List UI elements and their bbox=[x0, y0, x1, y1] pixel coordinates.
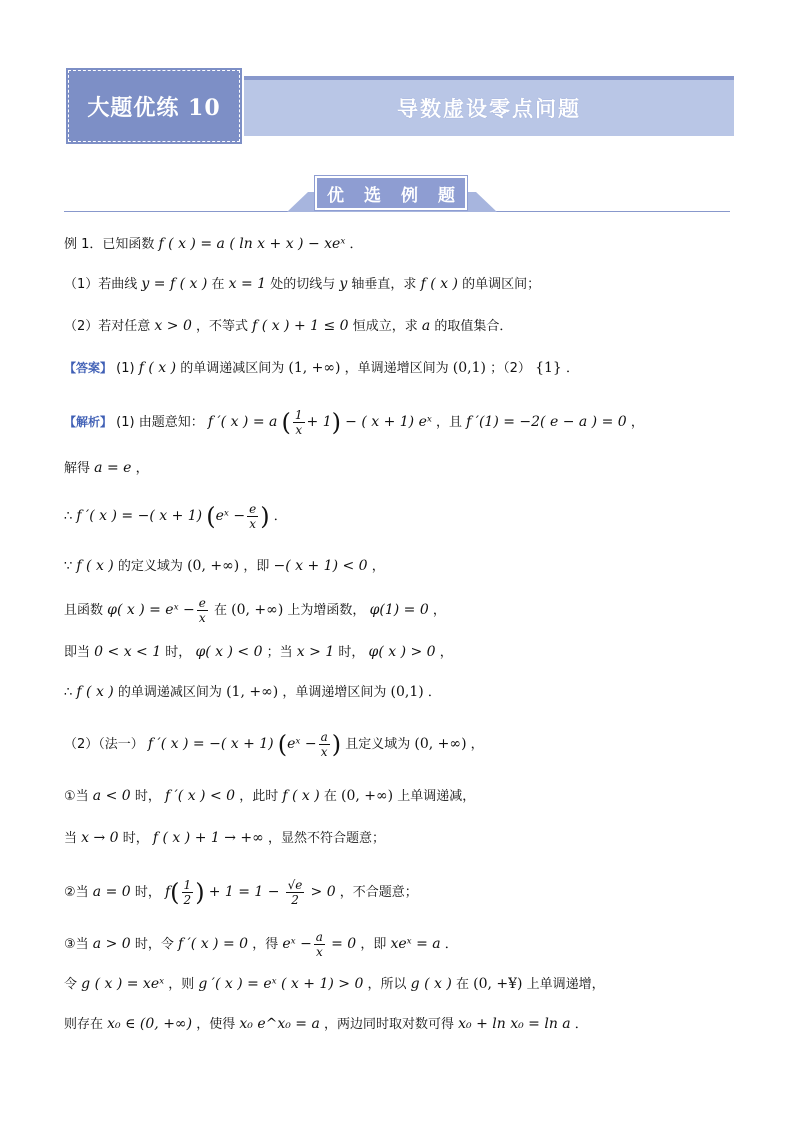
text: ， bbox=[371, 559, 385, 574]
formula: f ′( x ) = a bbox=[207, 414, 278, 430]
text: ，所以 bbox=[367, 977, 407, 992]
text: ①当 bbox=[64, 789, 89, 804]
denominator: x bbox=[295, 423, 303, 437]
text: 且定义域为 bbox=[345, 737, 411, 752]
fraction bbox=[247, 502, 258, 531]
text: 且函数 bbox=[64, 603, 104, 618]
section-char: 题 bbox=[438, 185, 455, 206]
text: 处的切线与 bbox=[270, 277, 336, 292]
formula: x = 1 bbox=[228, 276, 267, 292]
text: ， bbox=[432, 603, 446, 618]
text: 的单调区间； bbox=[462, 277, 541, 292]
fraction bbox=[197, 596, 208, 625]
solution-line-5 bbox=[64, 596, 446, 625]
solution-line-14 bbox=[64, 1014, 588, 1035]
formula: (0, +∞) bbox=[414, 736, 467, 752]
paren: ( bbox=[170, 878, 180, 907]
formula: xeˣ = a bbox=[390, 936, 441, 952]
formula: φ( x ) = eˣ − bbox=[107, 602, 195, 618]
question-1 bbox=[64, 274, 540, 295]
formula: f ( x ) bbox=[420, 276, 458, 292]
formula: f ( x ) + 1 ≤ 0 bbox=[252, 318, 349, 334]
formula: x > 1 bbox=[296, 644, 335, 660]
answer-line bbox=[64, 358, 579, 379]
text: ②当 bbox=[64, 885, 89, 900]
formula: − ( x + 1) eˣ bbox=[345, 414, 432, 430]
text: （2）（法一） bbox=[64, 737, 144, 752]
text: 上为增函数， bbox=[287, 603, 366, 618]
formula: f ′(1) = −2( e − a ) = 0 bbox=[466, 414, 627, 430]
formula: (0, +∞) bbox=[231, 602, 284, 618]
paren: ) bbox=[331, 408, 341, 437]
formula: y bbox=[339, 276, 348, 292]
text: ，单调递增区间为 bbox=[344, 361, 449, 376]
formula: y = f ( x ) bbox=[141, 276, 208, 292]
text: ，不合题意； bbox=[339, 885, 418, 900]
text: ，单调递增区间为 bbox=[282, 685, 387, 700]
section-char: 选 bbox=[364, 185, 381, 206]
solution-line-13 bbox=[64, 974, 605, 995]
text: ，且 bbox=[435, 415, 462, 430]
text: ∴ bbox=[64, 685, 73, 700]
formula: x₀ + ln x₀ = ln a bbox=[458, 1016, 571, 1032]
formula: a > 0 bbox=[92, 936, 131, 952]
numerator: a bbox=[320, 730, 328, 744]
paren: ( bbox=[281, 408, 291, 437]
answer-tag: 【答案】 bbox=[64, 361, 113, 375]
numerator: e bbox=[249, 502, 257, 516]
text: 时， bbox=[134, 789, 161, 804]
formula: f ( x ) + 1 → +∞ bbox=[152, 830, 264, 846]
formula: f bbox=[164, 884, 171, 900]
numerator: e bbox=[198, 596, 206, 610]
paren: ) bbox=[260, 502, 270, 531]
text: ，显然不符合题意； bbox=[267, 831, 385, 846]
text: ． bbox=[565, 361, 579, 376]
text: 上单调递增， bbox=[526, 977, 605, 992]
formula: (0,1) bbox=[390, 684, 424, 700]
text: 的单调递减区间为 bbox=[117, 685, 222, 700]
text: 轴垂直，求 bbox=[351, 277, 417, 292]
text: 恒成立，求 bbox=[352, 319, 418, 334]
formula: (0, +¥) bbox=[473, 976, 523, 992]
fraction bbox=[314, 930, 325, 959]
denominator: x bbox=[249, 517, 257, 531]
formula: a < 0 bbox=[92, 788, 131, 804]
formula: f ( x ) bbox=[76, 558, 114, 574]
denominator: 2 bbox=[291, 893, 299, 907]
text: ，两边同时取对数可得 bbox=[323, 1017, 454, 1032]
solution-line-3 bbox=[64, 502, 287, 531]
formula: (1, +∞) bbox=[226, 684, 279, 700]
formula: a = e bbox=[94, 460, 132, 476]
text: 解得 bbox=[64, 461, 91, 476]
formula: −( x + 1) < 0 bbox=[273, 558, 368, 574]
text: 时， bbox=[122, 831, 149, 846]
text: 当 bbox=[64, 831, 78, 846]
text: ∵ bbox=[64, 559, 73, 574]
formula: f ( x ) bbox=[138, 360, 177, 376]
section-heading-box bbox=[315, 176, 467, 210]
formula: φ( x ) < 0 bbox=[195, 644, 263, 660]
denominator: x bbox=[198, 611, 206, 625]
formula: eˣ − bbox=[215, 508, 246, 524]
text: 即当 bbox=[64, 645, 91, 660]
solution-line-1 bbox=[64, 408, 644, 437]
formula: + 1 = 1 − bbox=[208, 884, 280, 900]
text: 的取值集合． bbox=[434, 319, 513, 334]
paren: ) bbox=[195, 878, 205, 907]
formula: (1, +∞) bbox=[288, 360, 341, 376]
formula: (0, +∞) bbox=[341, 788, 394, 804]
text: ． bbox=[427, 685, 441, 700]
formula: = 0 bbox=[331, 936, 357, 952]
text: ． bbox=[444, 937, 458, 952]
formula: f ( x ) bbox=[282, 788, 320, 804]
solution-line-8 bbox=[64, 730, 484, 759]
solution-line-2 bbox=[64, 458, 149, 479]
text: 时， bbox=[338, 645, 365, 660]
numerator: 1 bbox=[183, 878, 192, 892]
fraction bbox=[286, 878, 305, 907]
formula: f ( x ) = a ( ln x + x ) − xeˣ bbox=[158, 236, 346, 252]
text: 时， bbox=[165, 645, 192, 660]
text: ，则 bbox=[168, 977, 195, 992]
section-char: 例 bbox=[401, 185, 418, 206]
formula: a = 0 bbox=[92, 884, 131, 900]
text: ． bbox=[574, 1017, 588, 1032]
denominator: 2 bbox=[183, 893, 192, 907]
formula: g ( x ) bbox=[410, 976, 452, 992]
text: （2）若对任意 bbox=[64, 319, 151, 334]
paren: ( bbox=[206, 502, 216, 531]
text: ，即 bbox=[360, 937, 387, 952]
formula: {1} bbox=[535, 360, 562, 376]
text: ． bbox=[273, 509, 287, 524]
text: 令 bbox=[64, 977, 78, 992]
text: ；当 bbox=[266, 645, 293, 660]
formula: (0,1) bbox=[452, 360, 486, 376]
text: ，得 bbox=[252, 937, 279, 952]
paren: ( bbox=[277, 730, 288, 759]
solution-line-9 bbox=[64, 786, 475, 807]
solution-tag: 【解析】 bbox=[64, 415, 113, 429]
paren: ) bbox=[331, 730, 342, 759]
formula: x₀ e^x₀ = a bbox=[239, 1016, 320, 1032]
topic-badge: 大题优练 10 bbox=[68, 70, 240, 142]
text: (1) 由题意知： bbox=[116, 415, 204, 430]
formula: φ(1) = 0 bbox=[369, 602, 429, 618]
formula: a bbox=[421, 318, 431, 334]
text: 在 bbox=[211, 277, 225, 292]
text: 时，令 bbox=[134, 937, 174, 952]
fraction bbox=[182, 878, 194, 907]
denominator: x bbox=[315, 945, 323, 959]
section-char: 优 bbox=[327, 185, 344, 206]
text: ；（2） bbox=[490, 361, 531, 376]
text: 的单调递减区间为 bbox=[180, 361, 285, 376]
solution-line-7 bbox=[64, 682, 441, 703]
example-statement bbox=[64, 234, 362, 255]
formula: 0 < x < 1 bbox=[94, 644, 162, 660]
text: ∴ bbox=[64, 509, 73, 524]
text: ， bbox=[439, 645, 453, 660]
formula: f ( x ) bbox=[76, 684, 114, 700]
numerator: √e bbox=[287, 878, 303, 892]
numerator: 1 bbox=[294, 408, 303, 422]
formula: + 1 bbox=[306, 414, 332, 430]
numerator: a bbox=[315, 930, 323, 944]
section-heading bbox=[287, 176, 497, 212]
text: 时， bbox=[134, 885, 161, 900]
text: 则存在 bbox=[64, 1017, 104, 1032]
text: 的定义域为 bbox=[117, 559, 183, 574]
denominator: x bbox=[320, 745, 328, 759]
text: ， bbox=[470, 737, 484, 752]
text: ． bbox=[349, 237, 363, 252]
formula: x > 0 bbox=[154, 318, 192, 334]
formula: > 0 bbox=[310, 884, 336, 900]
fraction bbox=[293, 408, 305, 437]
text: ，即 bbox=[243, 559, 270, 574]
text: （1）若曲线 bbox=[64, 277, 138, 292]
text: 在 bbox=[323, 789, 337, 804]
text: ，不等式 bbox=[196, 319, 249, 334]
solution-line-4 bbox=[64, 556, 385, 577]
formula: (0, +∞) bbox=[187, 558, 240, 574]
solution-line-6 bbox=[64, 642, 453, 663]
formula: f ′( x ) = −( x + 1) bbox=[76, 508, 203, 524]
formula: f ′( x ) = −( x + 1) bbox=[147, 736, 274, 752]
formula: x₀ ∈ (0, +∞) bbox=[107, 1016, 193, 1032]
formula: eˣ − bbox=[282, 936, 312, 952]
solution-line-11 bbox=[64, 878, 418, 907]
formula: f ′( x ) = 0 bbox=[177, 936, 249, 952]
formula: x → 0 bbox=[81, 830, 119, 846]
text: (1) bbox=[116, 361, 135, 376]
text: 在 bbox=[455, 977, 469, 992]
question-2 bbox=[64, 316, 512, 337]
formula: eˣ − bbox=[287, 736, 317, 752]
page-title: 导数虚设零点问题 bbox=[244, 76, 734, 136]
text: ，此时 bbox=[239, 789, 279, 804]
text: ， bbox=[135, 461, 149, 476]
formula: φ( x ) > 0 bbox=[368, 644, 436, 660]
formula: f ′( x ) < 0 bbox=[164, 788, 236, 804]
text: ③当 bbox=[64, 937, 89, 952]
text: 上单调递减， bbox=[397, 789, 476, 804]
text: ，使得 bbox=[196, 1017, 236, 1032]
text: 在 bbox=[214, 603, 228, 618]
solution-line-10 bbox=[64, 828, 385, 849]
solution-line-12 bbox=[64, 930, 458, 959]
text: 例 1．已知函数 bbox=[64, 237, 155, 252]
text: ， bbox=[630, 415, 644, 430]
formula: g ( x ) = xeˣ bbox=[81, 976, 165, 992]
header-band bbox=[68, 70, 734, 142]
fraction bbox=[319, 730, 330, 759]
formula: g ′( x ) = eˣ ( x + 1) > 0 bbox=[198, 976, 364, 992]
